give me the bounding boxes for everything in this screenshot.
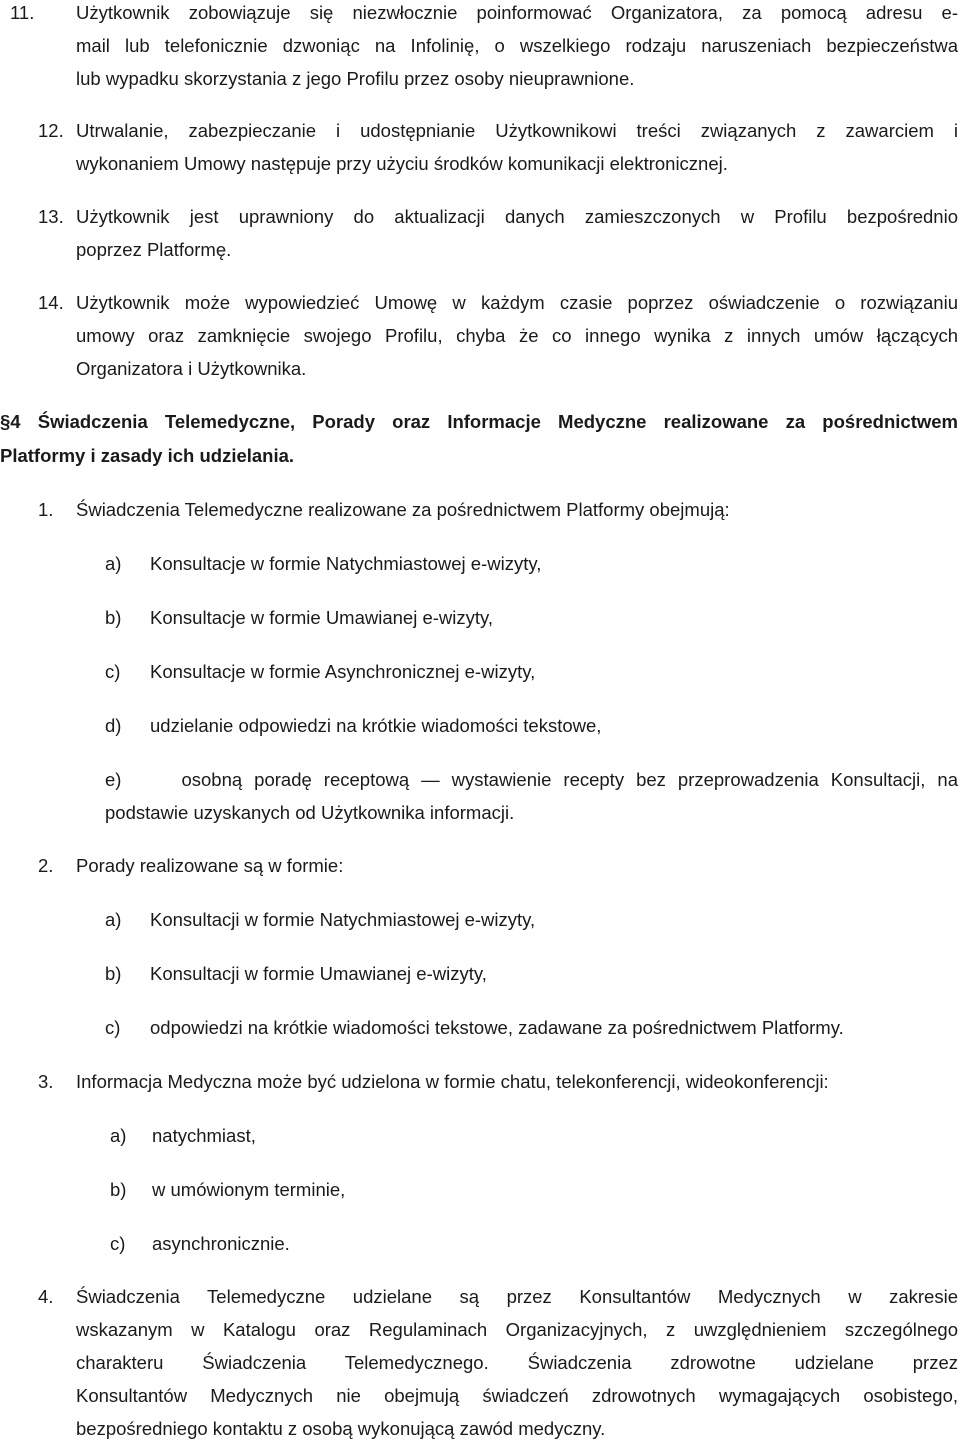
clause-line: wykonaniem Umowy następuje przy użyciu środków komunikacji elektronicznej.	[76, 153, 728, 174]
list-item	[110, 1119, 958, 1152]
section-4	[38, 1280, 958, 1445]
list-item	[105, 655, 958, 688]
section-heading	[0, 405, 958, 473]
list-item-text: w umówionym terminie,	[152, 1179, 346, 1200]
clause-number: 14.	[38, 292, 64, 313]
clause-line: Świadczenia Telemedyczne realizowane za pośrednictwem Platformy obejmują:	[76, 499, 730, 520]
clause-number: 3.	[38, 1071, 54, 1092]
list-item	[105, 957, 958, 990]
clause-line: Porady realizowane są w formie:	[76, 855, 344, 876]
list-item-label: c)	[105, 1017, 121, 1038]
list-item-text: asynchronicznie.	[152, 1233, 290, 1254]
list-item-text: Konsultacje w formie Natychmiastowej e-wizyty,	[150, 553, 542, 574]
list-item-text: Konsultacje w formie Umawianej e-wizyty,	[150, 607, 494, 628]
clause-line: Użytkownik może wypowiedzieć Umowę w każdym czasie poprzez oświadczenie o rozwiązaniu	[76, 292, 958, 313]
clause-number: 2.	[38, 855, 54, 876]
list-item-line: podstawie uzyskanych od Użytkownika informacji.	[105, 802, 515, 823]
list-item-label: a)	[105, 553, 122, 574]
list-item-label: c)	[105, 661, 121, 682]
section-heading-line: Platformy i zasady ich udzielania.	[0, 445, 295, 466]
list-item-text: odpowiedzi na krótkie wiadomości tekstowe, zadawane za pośrednictwem Platformy.	[150, 1017, 844, 1038]
list-item-text: Konsultacji w formie Umawianej e-wizyty,	[150, 963, 487, 984]
list-item-text: udzielanie odpowiedzi na krótkie wiadomości tekstowe,	[150, 715, 602, 736]
clause-line: mail lub telefonicznie dzwoniąc na Infolinię, o wszelkiego rodzaju naruszeniach bezpieczeństwa	[76, 35, 958, 56]
list-item-text: natychmiast,	[152, 1125, 256, 1146]
list-item-label: c)	[110, 1233, 126, 1254]
clause-line: Świadczenia Telemedyczne udzielane są przez Konsultantów Medycznych w zakresie	[76, 1286, 958, 1307]
section-2-intro	[38, 849, 958, 882]
clause-14	[38, 286, 958, 385]
list-item-label: a)	[105, 909, 122, 930]
list-item-label: b)	[105, 607, 122, 628]
list-item-label: a)	[110, 1125, 127, 1146]
clause-line: charakteru Świadczenia Telemedycznego. Świadczenia zdrowotne udzielane przez	[76, 1352, 958, 1373]
clause-line: Organizatora i Użytkownika.	[76, 358, 307, 379]
clause-line: Konsultantów Medycznych nie obejmują świadczeń zdrowotnych wymagających osobistego,	[76, 1385, 958, 1406]
list-item-text	[105, 763, 958, 796]
section-3-intro	[38, 1065, 958, 1098]
clause-line: Utrwalanie, zabezpieczanie i udostępnianie Użytkownikowi treści związanych z zawarciem i	[76, 120, 958, 141]
list-item	[105, 601, 958, 634]
list-item-label: e)	[105, 769, 122, 790]
list-item	[105, 709, 958, 742]
clause-number: 13.	[38, 206, 64, 227]
clause-line: wskazanym w Katalogu oraz Regulaminach Organizacyjnych, z uwzględnieniem szczególnego	[76, 1319, 958, 1340]
list-item	[105, 1011, 958, 1044]
section-heading-line: §4 Świadczenia Telemedyczne, Porady oraz Informacje Medyczne realizowane za pośrednictwem	[0, 411, 958, 432]
list-item	[105, 763, 958, 829]
list-item	[105, 547, 958, 580]
clause-number: 4.	[38, 1286, 54, 1307]
clause-line: lub wypadku skorzystania z jego Profilu przez osoby nieuprawnione.	[76, 68, 635, 89]
list-item-label: b)	[105, 963, 122, 984]
clause-number: 11.	[10, 2, 35, 23]
clause-13	[38, 200, 958, 266]
section-1-intro	[38, 493, 958, 526]
clause-number: 12.	[38, 120, 64, 141]
clause-number: 1.	[38, 499, 54, 520]
list-item-line: osobną poradę receptową — wystawienie recepty bez przeprowadzenia Konsultacji, na	[181, 769, 958, 790]
list-item-text: Konsultacje w formie Asynchronicznej e-wizyty,	[150, 661, 536, 682]
clause-line: Użytkownik jest uprawniony do aktualizacji danych zamieszczonych w Profilu bezpośrednio	[76, 206, 958, 227]
list-item	[105, 903, 958, 936]
clause-11	[10, 0, 958, 95]
list-item-label: b)	[110, 1179, 127, 1200]
clause-line: umowy oraz zamknięcie swojego Profilu, chyba że co innego wynika z innych umów łączących	[76, 325, 958, 346]
clause-line: bezpośredniego kontaktu z osobą wykonującą zawód medyczny.	[76, 1418, 606, 1439]
clause-line: poprzez Platformę.	[76, 239, 232, 260]
clause-line: Informacja Medyczna może być udzielona w formie chatu, telekonferencji, wideokonferencji:	[76, 1071, 829, 1092]
list-item	[110, 1227, 958, 1260]
list-item-text: Konsultacji w formie Natychmiastowej e-wizyty,	[150, 909, 536, 930]
list-item	[110, 1173, 958, 1206]
clause-12	[38, 114, 958, 180]
clause-line: Użytkownik zobowiązuje się niezwłocznie poinformować Organizatora, za pomocą adresu e-	[76, 2, 958, 23]
list-item-label: d)	[105, 715, 122, 736]
